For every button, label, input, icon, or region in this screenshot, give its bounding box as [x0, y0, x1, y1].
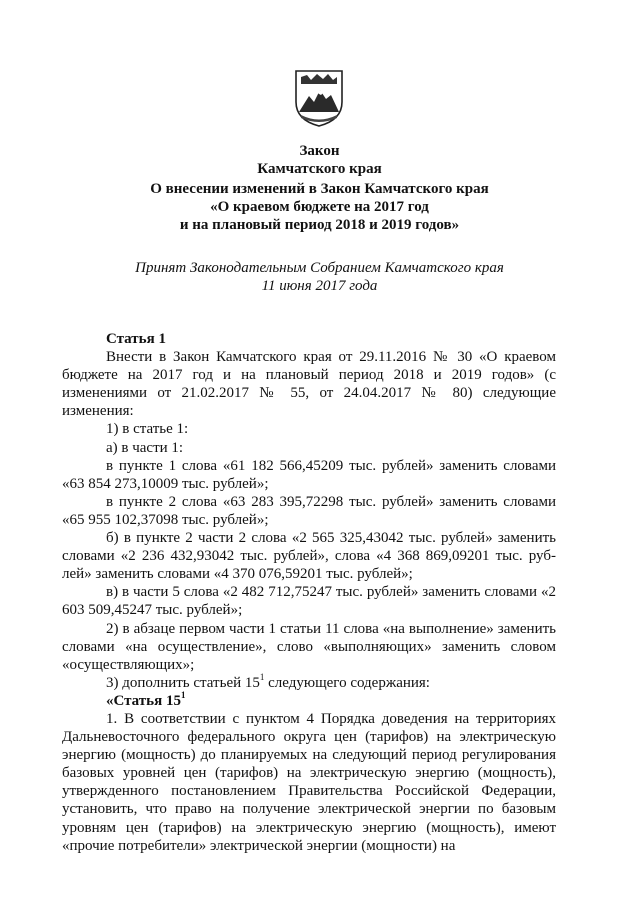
list-item: в) в части 5 слова «2 482 712,75247 тыс. рублей» заменить словами «2 603 509,45247 тыс. рублей»;: [62, 584, 556, 619]
adoption-body: Принят Законодательным Собранием Камчатского края: [135, 260, 504, 276]
item-tail: следующего содержания:: [264, 674, 430, 691]
list-item: 2) в абзаце первом части 1 статьи 11 слова «на выполнение» заменить словами «на осуществление», слово «выполняющих» заменить словом «осуществляющих»;: [62, 620, 556, 673]
list-item: в пункте 1 слова «61 182 566,45209 тыс. рублей» заменить словами «63 854 273,10009 тыс. рублей»;: [62, 457, 556, 492]
new-article-prefix: «Статья 15: [106, 692, 181, 709]
list-item: 1) в статье 1:: [106, 421, 189, 438]
law-subject-line: «О краевом бюджете на 2017 год: [210, 199, 429, 215]
coat-of-arms-icon: [293, 68, 345, 128]
law-subject: [0, 180, 639, 234]
paragraph-first-line: 1. В соответствии с пунктом 4 Порядка доведения на территориях: [106, 710, 556, 727]
list-item: в пункте 2 слова «63 283 395,72298 тыс. рублей» заменить словами «65 955 102,37098 тыс. рублей»;: [62, 493, 556, 528]
law-title-line: Закон: [299, 143, 340, 159]
paragraph-rest: Дальневосточного федерального округа цен (тарифов) на электрическую энергию (мощность) до планируемых на следующий период регулирования базовых уровней цен (тарифов) на электрическую энергию (мощность), утвержденного постановлением Правительства Российской Федерации, установить, что право на получение электрической энергии по базовым уровням цен (тарифов) на электрическую энергию (мощность), имеют «прочие потребители» электрической энергии (мощности) на: [62, 729, 556, 854]
law-title: [0, 142, 639, 178]
adoption-date: 11 июня 2017 года: [261, 278, 378, 294]
new-article-paragraph: [62, 710, 556, 855]
superscript: 1: [259, 671, 265, 682]
law-subject-line: О внесении изменений в Закон Камчатского края: [150, 181, 489, 197]
list-item: а) в части 1:: [106, 439, 184, 456]
item-text: 3) дополнить статьей 15: [106, 674, 260, 691]
list-item: б) в пункте 2 части 2 слова «2 565 325,43042 тыс. рублей» заменить словами «2 236 432,93042 тыс. рублей», слова «4 368 869,09201 тыс. руб-лей» заменить словами «4 370 076,59201 тыс. рублей»;: [62, 530, 556, 583]
list-item: [62, 671, 556, 692]
document-body: [62, 330, 556, 855]
law-subject-line: и на плановый период 2018 и 2019 годов»: [179, 217, 460, 233]
superscript: 1: [180, 689, 186, 700]
article-intro: Внести в Закон Камчатского края от 29.11.2016 № 30 «О краевом бюджете на 2017 год и на плановый период 2018 и 2019 годов» (с изменениями от 21.02.2017 № 55, от 24.04.2017 № 80) следующие изменения:: [62, 349, 556, 420]
article-heading: Статья 1: [106, 331, 166, 347]
law-title-region: Камчатского края: [257, 161, 382, 177]
new-article-heading: [62, 689, 556, 710]
adoption-note: [0, 259, 639, 295]
